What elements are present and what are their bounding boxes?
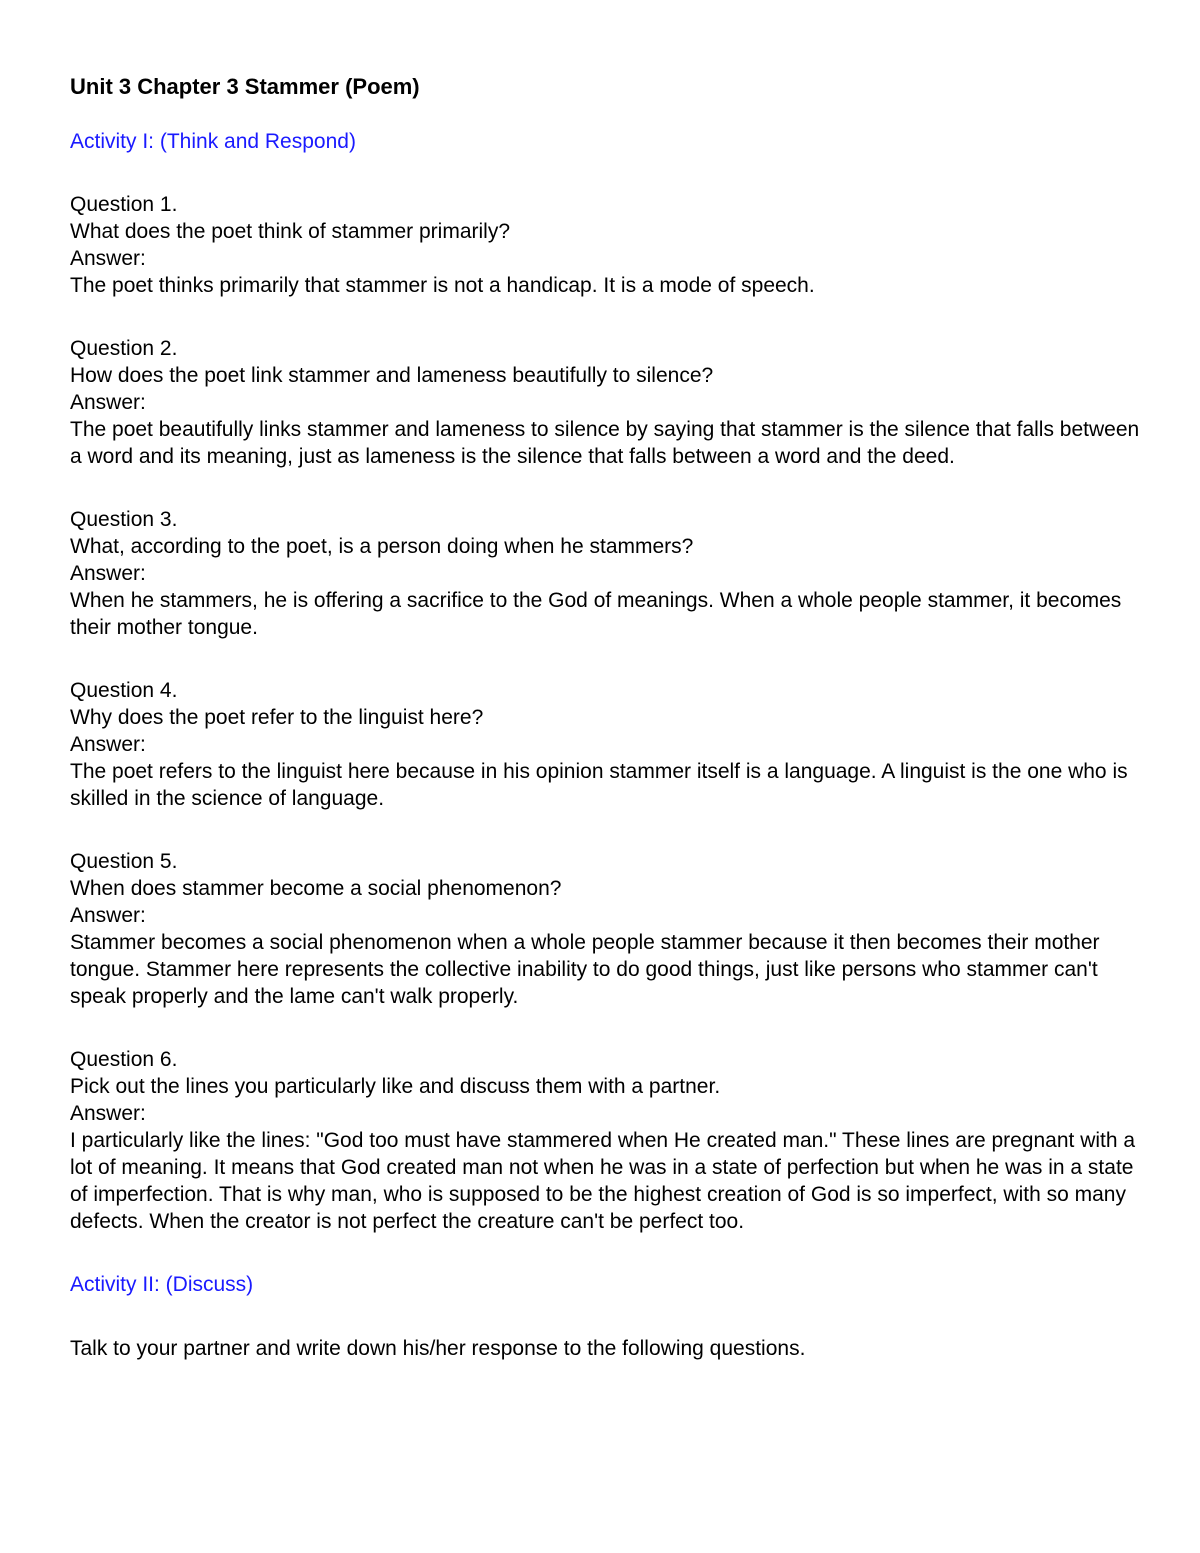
answer-text: The poet refers to the linguist here because in his opinion stammer itself is a language. A linguist is the one who is skilled in the science of language. — [70, 760, 1128, 810]
question-text: Pick out the lines you particularly like and discuss them with a partner. — [70, 1075, 721, 1098]
question-label: Question 5. — [70, 850, 178, 873]
question-block-3 — [70, 506, 1140, 641]
document-title: Unit 3 Chapter 3 Stammer (Poem) — [70, 74, 420, 99]
answer-text: The poet beautifully links stammer and lameness to silence by saying that stammer is the silence that falls between a word and its meaning, just as lameness is the silence that falls between a word and the deed. — [70, 418, 1140, 468]
question-block-6 — [70, 1046, 1140, 1235]
answer-text: When he stammers, he is offering a sacrifice to the God of meanings. When a whole people stammer, it becomes their mother tongue. — [70, 589, 1122, 639]
activity-1-heading: Activity I: (Think and Respond) — [70, 130, 356, 153]
question-label: Question 2. — [70, 337, 178, 360]
question-text: What does the poet think of stammer primarily? — [70, 220, 511, 243]
question-block-5 — [70, 848, 1140, 1010]
question-block-4 — [70, 677, 1140, 812]
question-text: When does stammer become a social phenomenon? — [70, 877, 562, 900]
question-text: Why does the poet refer to the linguist here? — [70, 706, 484, 729]
question-block-2 — [70, 335, 1140, 470]
answer-text: Stammer becomes a social phenomenon when a whole people stammer because it then becomes their mother tongue. Stammer here represents the collective inability to do good things, just like persons who stammer can't speak properly and the lame can't walk properly. — [70, 931, 1100, 1008]
question-label: Question 6. — [70, 1048, 178, 1071]
answer-label: Answer: — [70, 733, 146, 756]
answer-label: Answer: — [70, 391, 146, 414]
question-label: Question 3. — [70, 508, 178, 531]
question-label: Question 1. — [70, 193, 178, 216]
question-label: Question 4. — [70, 679, 178, 702]
answer-label: Answer: — [70, 247, 146, 270]
question-text: What, according to the poet, is a person doing when he stammers? — [70, 535, 694, 558]
activity-2-heading: Activity II: (Discuss) — [70, 1273, 254, 1296]
question-text: How does the poet link stammer and lameness beautifully to silence? — [70, 364, 714, 387]
answer-label: Answer: — [70, 562, 146, 585]
document-page — [70, 72, 1140, 1362]
answer-text: The poet thinks primarily that stammer is not a handicap. It is a mode of speech. — [70, 274, 815, 297]
activity-2-instructions: Talk to your partner and write down his/her response to the following questions. — [70, 1337, 806, 1360]
question-block-1 — [70, 191, 1140, 299]
answer-text: I particularly like the lines: "God too must have stammered when He created man." These lines are pregnant with a lot of meaning. It means that God created man not when he was in a state of perfection but when he was in a state of imperfection. That is why man, who is supposed to be the highest creation of God is so imperfect, with so many defects. When the creator is not perfect the creature can't be perfect too. — [70, 1129, 1136, 1233]
answer-label: Answer: — [70, 904, 146, 927]
answer-label: Answer: — [70, 1102, 146, 1125]
